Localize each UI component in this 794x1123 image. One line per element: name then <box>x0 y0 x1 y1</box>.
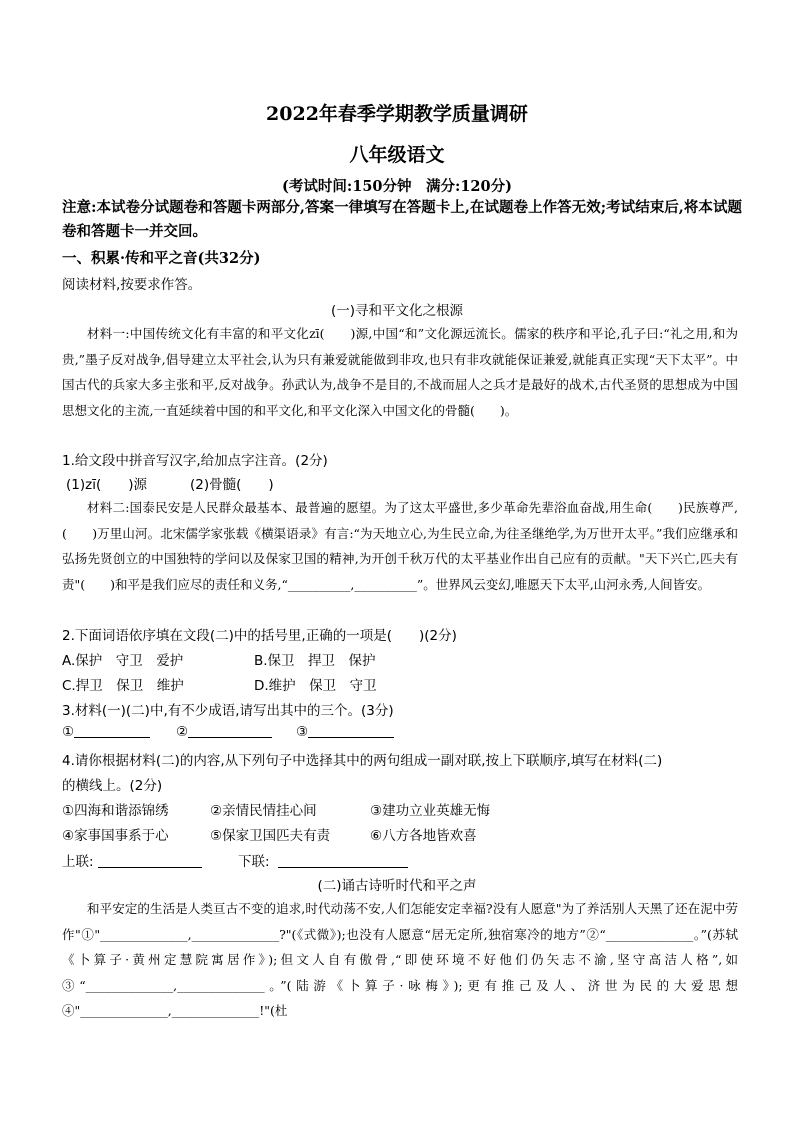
question-1: 1.给文段中拼音写汉字,给加点字注音。(2分) <box>62 453 328 469</box>
upper-couplet-field <box>62 850 202 870</box>
material-three: 和平安定的生活是人类亘古不变的追求,时代动荡不安,人们怎能安定幸福?没有人愿意"为了养活别人天黑了还在泥中劳作"①"______________,______________?"(《式微》);也没有人愿意“居无定所,独宿寒冷的地方”②“______________。”(苏轼《卜算子·黄州定慧院寓居作》);但文人自有傲骨,“即使环境不好他们仍矢志不渝,坚守高洁人格”,如③“______________,______________。”(陆游《卜算子·咏梅》);更有推己及人、济世为民的大爱思想④"______________,______________!"(杜 <box>62 901 738 1018</box>
question-3-answer-1 <box>62 723 150 740</box>
question-1-item-a: (1)zī( )源 <box>66 477 147 493</box>
couplet-option-4: ④家事国事系于心 <box>62 828 169 844</box>
couplet-option-5: ⑤保家卫国匹夫有责 <box>210 828 331 844</box>
couplet-option-2: ②亲情民情挂心间 <box>210 803 317 819</box>
reading-instruction: 阅读材料,按要求作答。 <box>62 277 202 293</box>
question-2-option-a: A.保护 守卫 爱护 <box>62 653 184 669</box>
part2-title: (二)诵古诗听时代和平之声 <box>317 878 477 894</box>
couplet-option-6: ⑥八方各地皆欢喜 <box>370 828 477 844</box>
question-2: 2.下面词语依序填在文段(二)中的括号里,正确的一项是( )(2分) <box>62 628 457 644</box>
lower-couplet-blank[interactable] <box>278 853 408 868</box>
upper-couplet-blank[interactable] <box>98 853 202 868</box>
lower-couplet-field <box>238 850 408 870</box>
question-2-option-c: C.捍卫 保卫 维护 <box>62 678 184 694</box>
answer-mark: ② <box>176 724 189 740</box>
subject-title: 八年级语文 <box>349 144 445 166</box>
upper-couplet-label: 上联: <box>62 854 94 870</box>
question-4-line-1: 4.请你根据材料(二)的内容,从下列句子中选择其中的两句组成一副对联,按上下联顺序,填写在材料(二) <box>62 753 663 769</box>
couplet-option-3: ③建功立业英雄无悔 <box>370 803 491 819</box>
material-two: 材料二:国泰民安是人民群众最基本、最普遍的愿望。为了这太平盛世,多少革命先辈浴血奋战,用生命( )民族尊严,( )万里山河。北宋儒学家张载《横渠语录》有言:“为天地立心,为生民立命,为往圣继绝学,为万世开太平。”我们应继承和弘扬先贤创立的中国独特的学问以及保家卫国的精神,为开创千秋万代的太平基业作出自己应有的贡献。"天下兴亡,匹夫有责"( )和平是我们应尽的责任和义务,“__________,__________”。世界风云变幻,唯愿天下太平,山河永秀,人间皆安。 <box>62 500 738 592</box>
question-3: 3.材料(一)(二)中,有不少成语,请写出其中的三个。(3分) <box>62 703 394 719</box>
section-heading: 一、积累·传和平之音(共32分) <box>62 250 261 267</box>
question-2-option-d: D.维护 保卫 守卫 <box>254 678 377 694</box>
answer-blank[interactable] <box>74 723 150 738</box>
exam-info: (考试时间:150分钟 满分:120分) <box>282 178 512 195</box>
question-1-item-b: (2)骨髓( ) <box>190 477 274 493</box>
lower-couplet-label: 下联: <box>238 854 270 870</box>
material-one: 材料一:中国传统文化有丰富的和平文化zī( )源,中国“和”文化源远流长。儒家的秩序和平论,孔子曰:“礼之用,和为贵,”墨子反对战争,倡导建立太平社会,认为只有兼爱就能做到非攻,也只有非攻就能保证兼爱,就能真正实现“天下太平”。中国古代的兵家大多主张和平,反对战争。孙武认为,战争不是目的,不战而屈人之兵才是最好的战术,古代圣贤的思想成为中国思想文化的主流,一直延续着中国的和平文化,和平文化深入中国文化的骨髓( )。 <box>62 326 738 418</box>
answer-mark: ③ <box>296 724 309 740</box>
question-3-answer-3 <box>296 723 394 740</box>
answer-blank[interactable] <box>308 723 394 738</box>
question-4-line-2: 的横线上。(2分) <box>62 778 163 794</box>
answer-mark: ① <box>62 724 75 740</box>
exam-title: 2022年春季学期教学质量调研 <box>266 103 528 125</box>
question-3-answer-2 <box>176 723 272 740</box>
notice-text: 注意:本试卷分试题卷和答题卡两部分,答案一律填写在答题卡上,在试题卷上作答无效;考试结束后,将本试题卷和答题卡一并交回。 <box>62 199 742 240</box>
part1-title: (一)寻和平文化之根源 <box>330 303 464 319</box>
couplet-option-1: ①四海和谐添锦绣 <box>62 803 169 819</box>
answer-blank[interactable] <box>188 723 272 738</box>
question-2-option-b: B.保卫 捍卫 保护 <box>254 653 376 669</box>
